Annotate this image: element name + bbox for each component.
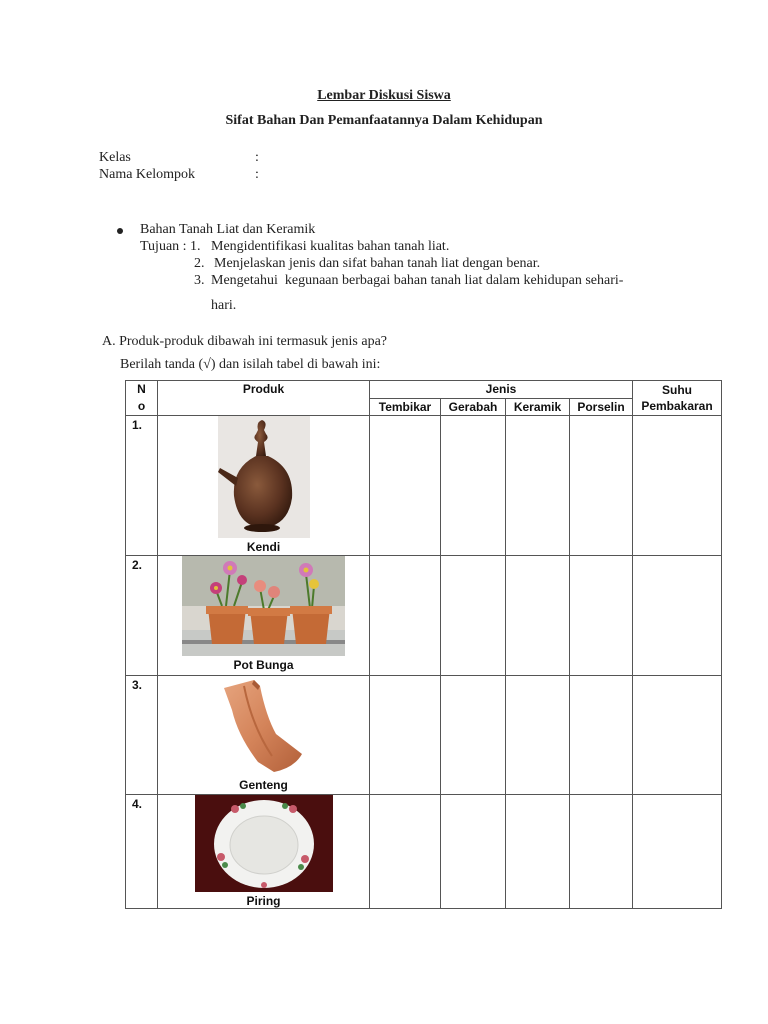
table-row <box>126 556 722 675</box>
cell-suhu[interactable] <box>633 794 722 908</box>
product-cell <box>158 416 370 556</box>
header-suhu-line1: Suhu <box>662 383 692 397</box>
cell-gerabah[interactable] <box>441 794 506 908</box>
row-number: 1. <box>126 416 158 556</box>
cell-suhu[interactable] <box>633 416 722 556</box>
section-a-instruction: Berilah tanda (√) dan isilah tabel di bawah ini: <box>120 357 381 372</box>
cell-keramik[interactable] <box>506 416 570 556</box>
cell-gerabah[interactable] <box>441 556 506 675</box>
cell-tembikar[interactable] <box>370 794 441 908</box>
cell-suhu[interactable] <box>633 556 722 675</box>
header-gerabah: Gerabah <box>441 398 506 416</box>
product-name: Genteng <box>239 777 288 792</box>
cell-gerabah[interactable] <box>441 416 506 556</box>
cell-keramik[interactable] <box>506 794 570 908</box>
table-row <box>126 794 722 908</box>
product-cell <box>158 675 370 794</box>
header-no <box>126 381 158 416</box>
goal-2-number: 2. <box>194 256 205 271</box>
product-cell <box>158 556 370 675</box>
field-nama-kelompok-colon: : <box>255 167 259 182</box>
goal-3-number: 3. <box>194 273 205 288</box>
product-name: Piring <box>246 893 281 908</box>
tujuan-label: Tujuan : 1. <box>140 239 201 254</box>
cell-gerabah[interactable] <box>441 675 506 794</box>
cell-tembikar[interactable] <box>370 675 441 794</box>
plate-image <box>195 795 333 892</box>
goal-3-continuation: hari. <box>211 298 237 313</box>
product-cell <box>158 794 370 908</box>
product-name: Kendi <box>246 540 281 555</box>
roof-tile-image <box>214 676 312 776</box>
header-no-line2: o <box>137 399 146 413</box>
row-number: 2. <box>126 556 158 675</box>
header-keramik: Keramik <box>506 398 570 416</box>
document-title: Lembar Diskusi Siswa <box>317 88 451 103</box>
goal-1: Mengidentifikasi kualitas bahan tanah liat. <box>211 239 450 254</box>
cell-porselin[interactable] <box>570 556 633 675</box>
cell-tembikar[interactable] <box>370 416 441 556</box>
header-no-line1: N <box>137 382 146 396</box>
kendi-image <box>218 416 310 538</box>
flower-pots-image <box>182 556 345 656</box>
cell-porselin[interactable] <box>570 675 633 794</box>
header-porselin: Porselin <box>570 398 633 416</box>
cell-porselin[interactable] <box>570 794 633 908</box>
topic-bullet-text: Bahan Tanah Liat dan Keramik <box>140 222 316 237</box>
header-jenis: Jenis <box>370 381 633 399</box>
table-row <box>126 416 722 556</box>
row-number: 4. <box>126 794 158 908</box>
field-kelas-label: Kelas <box>99 150 131 165</box>
cell-keramik[interactable] <box>506 675 570 794</box>
field-nama-kelompok-label: Nama Kelompok <box>99 167 196 182</box>
header-produk: Produk <box>158 381 370 416</box>
cell-suhu[interactable] <box>633 675 722 794</box>
header-tembikar: Tembikar <box>370 398 441 416</box>
row-number: 3. <box>126 675 158 794</box>
cell-keramik[interactable] <box>506 556 570 675</box>
cell-tembikar[interactable] <box>370 556 441 675</box>
field-kelas-colon: : <box>255 150 259 165</box>
section-a-heading: A. Produk-produk dibawah ini termasuk jenis apa? <box>102 334 387 349</box>
table-row <box>126 675 722 794</box>
document-subtitle: Sifat Bahan Dan Pemanfaatannya Dalam Kehidupan <box>225 113 543 128</box>
header-suhu-pembakaran <box>633 381 722 416</box>
bullet-icon <box>117 228 123 234</box>
product-classification-table <box>125 380 722 909</box>
product-name: Pot Bunga <box>233 658 294 673</box>
goal-3: Mengetahui kegunaan berbagai bahan tanah liat dalam kehidupan sehari- <box>211 273 624 288</box>
header-suhu-line2: Pembakaran <box>641 399 713 413</box>
cell-porselin[interactable] <box>570 416 633 556</box>
goal-2: Menjelaskan jenis dan sifat bahan tanah liat dengan benar. <box>214 256 541 271</box>
